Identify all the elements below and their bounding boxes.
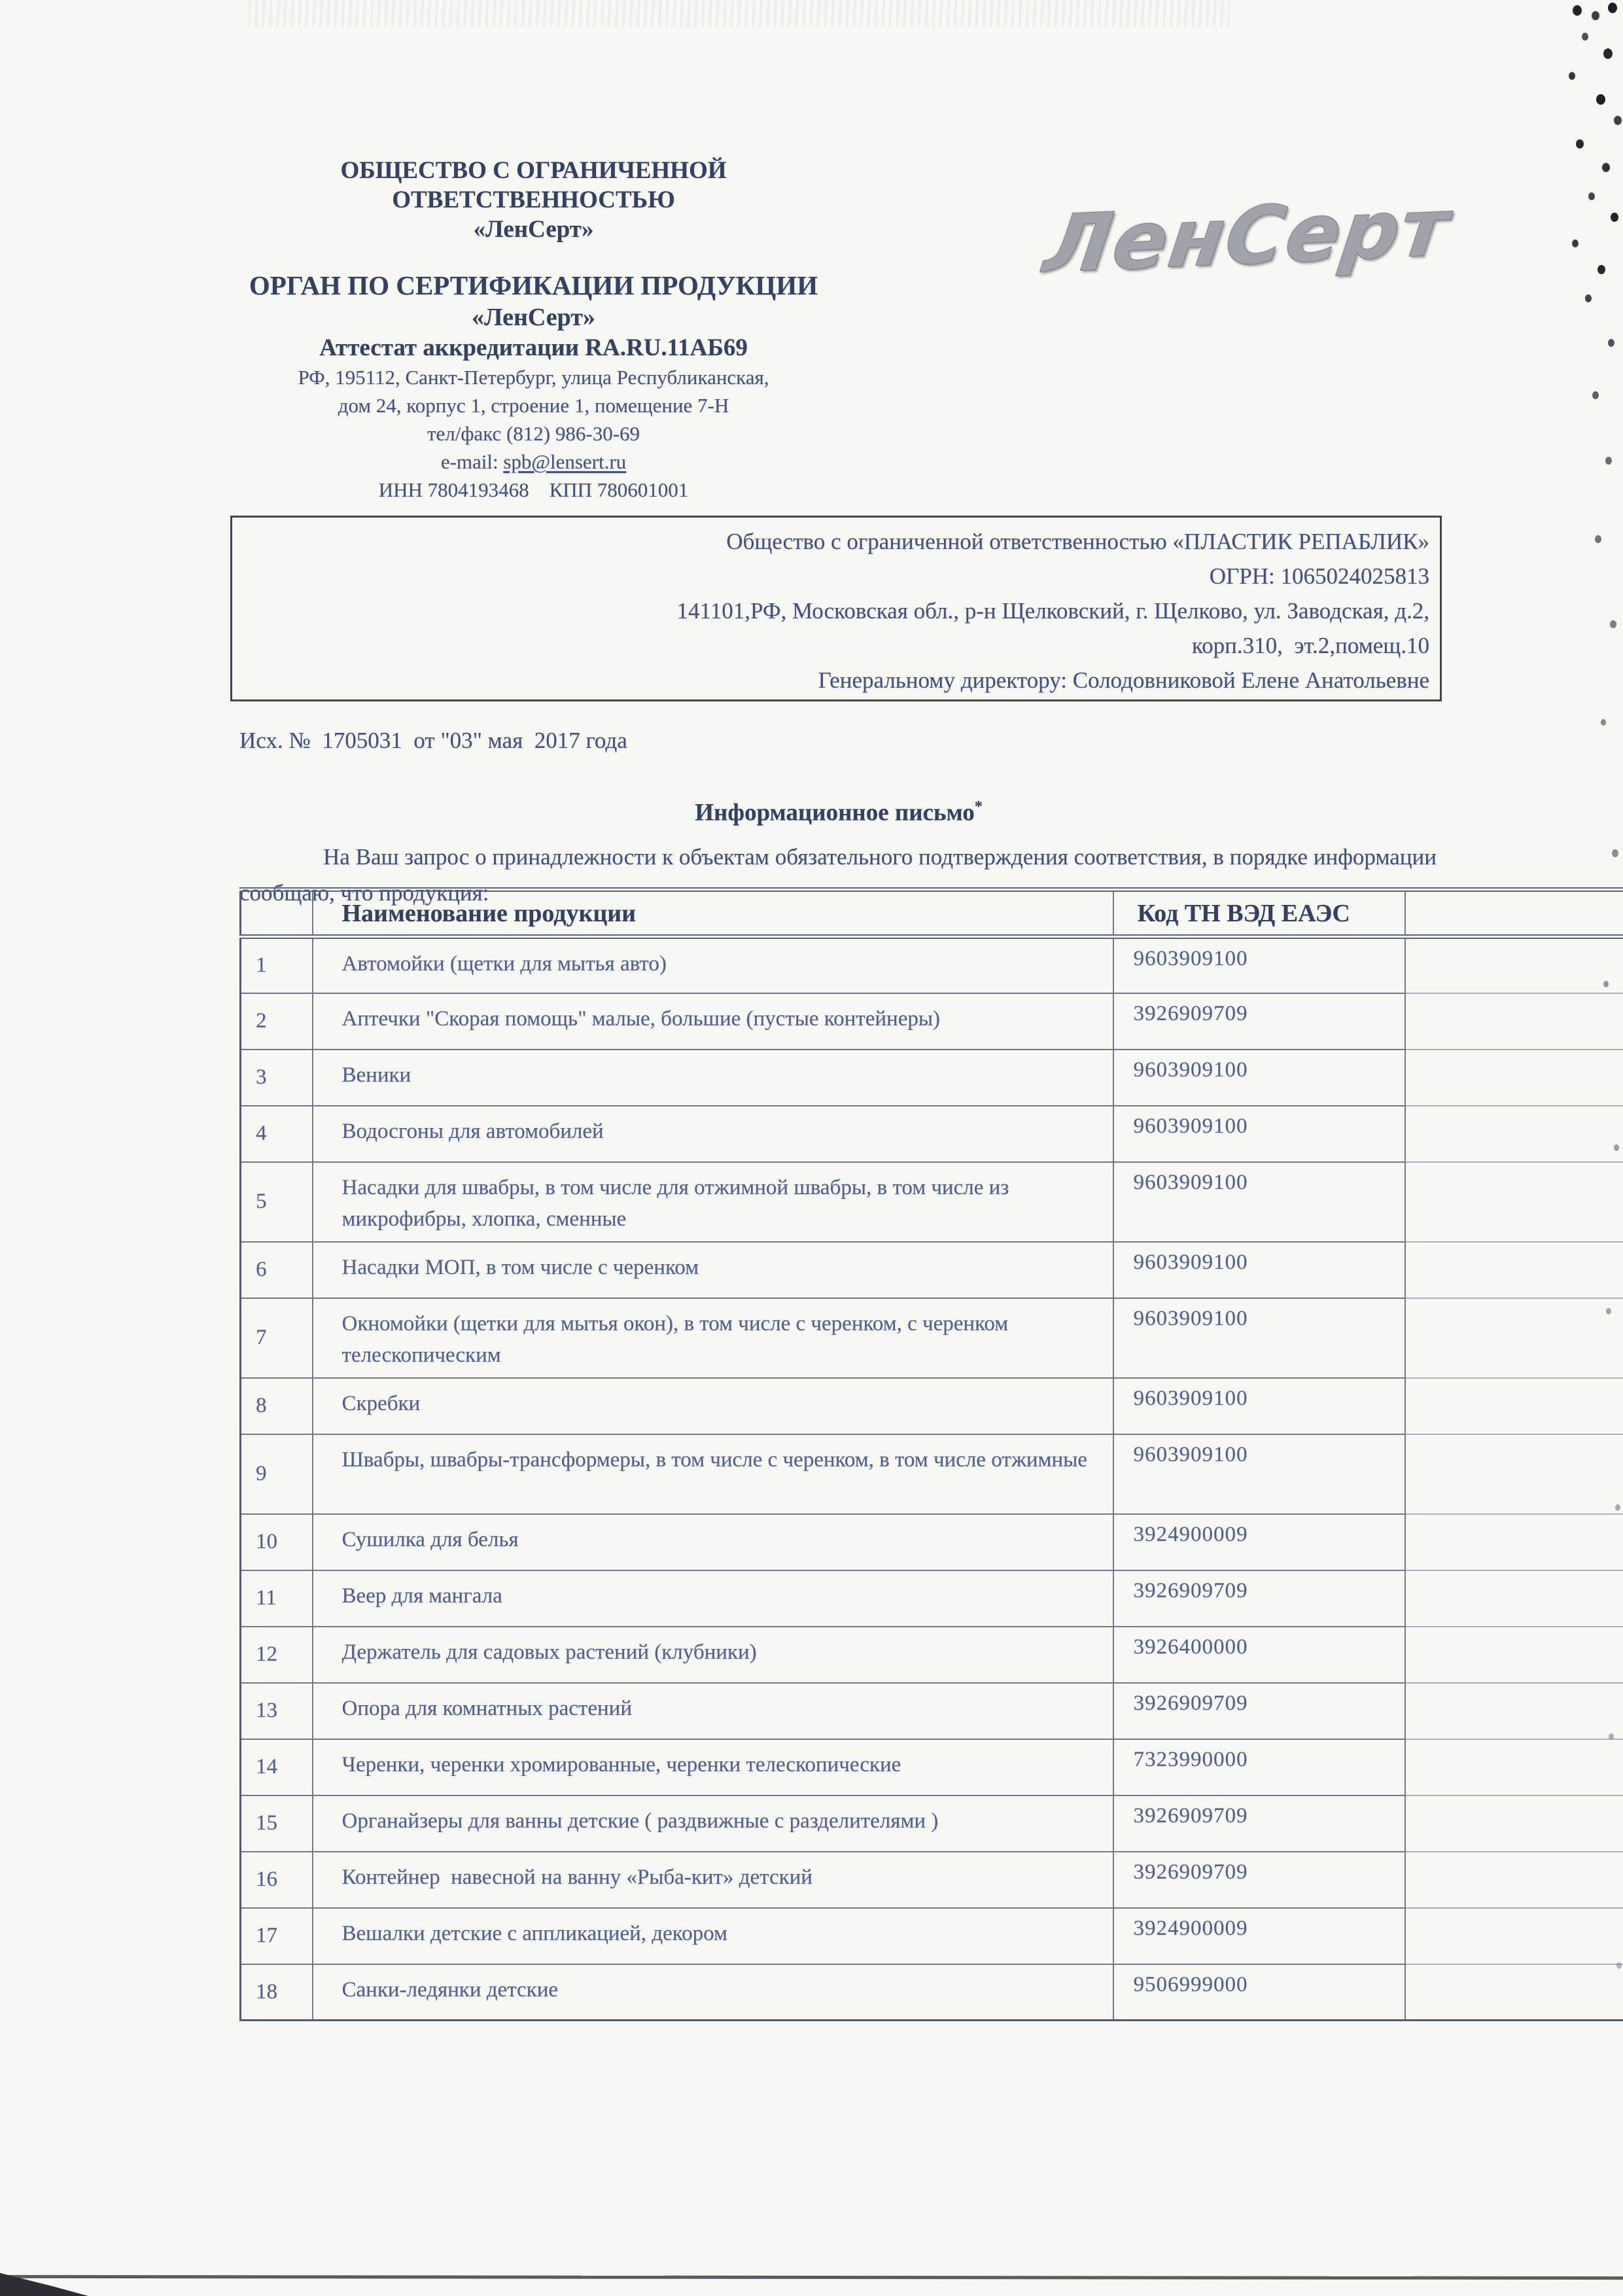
table-row: [241, 1964, 1623, 2021]
scan-line-extension: [1405, 1378, 1623, 1434]
row-code: 3926909709: [1113, 1683, 1405, 1739]
header-num-cell: [241, 890, 313, 937]
row-code: 9603909100: [1113, 1050, 1405, 1106]
scan-line-extension: [1405, 1298, 1623, 1378]
scan-line-extension: [1405, 1852, 1623, 1908]
row-code: 3924900009: [1113, 1514, 1405, 1570]
recipient-company: Общество с ограниченной ответственностью «ПЛАСТИК РЕПАБЛИК»: [726, 529, 1429, 554]
table-row: [241, 1627, 1623, 1683]
row-num: 7: [241, 1298, 313, 1378]
row-name: Черенки, черенки хромированные, черенки телескопические: [313, 1739, 1113, 1795]
letter-title-text: Информационное письмо: [695, 799, 975, 826]
scan-line-extension: [1405, 1570, 1623, 1627]
scan-line-extension: [1405, 1514, 1623, 1570]
table-row: [241, 1852, 1623, 1908]
table-row: [241, 1050, 1623, 1106]
row-num: 17: [241, 1908, 313, 1964]
table-row: [241, 1908, 1623, 1964]
org-name-quoted: «ЛенСерт»: [473, 216, 594, 243]
scan-line-extension: [1405, 1683, 1623, 1739]
row-num: 18: [241, 1964, 313, 2021]
row-name: Опора для комнатных растений: [313, 1683, 1113, 1739]
letterhead-block: [234, 156, 833, 504]
row-num: 1: [241, 937, 313, 993]
row-num: 15: [241, 1795, 313, 1852]
row-num: 3: [241, 1050, 313, 1106]
scan-line-extension: [1405, 1964, 1623, 2021]
header-name-cell: Наименование продукции: [313, 890, 1113, 937]
header-code-cell: Код ТН ВЭД ЕАЭС: [1113, 890, 1405, 937]
row-code: 9603909100: [1113, 1162, 1405, 1242]
scan-line-extension: [1405, 1434, 1623, 1514]
recipient-address-2: корп.310, эт.2,помещ.10: [1191, 633, 1429, 658]
row-num: 6: [241, 1242, 313, 1298]
row-name: Держатель для садовых растений (клубники): [313, 1627, 1113, 1683]
scan-line-extension: [1405, 890, 1623, 937]
table-row: [241, 1570, 1623, 1627]
scan-line-extension: [1405, 1739, 1623, 1795]
row-name: Швабры, швабры-трансформеры, в том числе с черенком, в том числе отжимные: [313, 1434, 1113, 1514]
row-code: 9603909100: [1113, 1106, 1405, 1162]
org-email-line: [234, 448, 833, 476]
recipient-box: [230, 516, 1442, 701]
table-row: [241, 1378, 1623, 1434]
scan-line-extension: [1405, 1050, 1623, 1106]
row-name: Автомойки (щетки для мытья авто): [313, 937, 1113, 993]
row-name: Санки-ледянки детские: [313, 1964, 1113, 2021]
row-num: 5: [241, 1162, 313, 1242]
recipient-ogrn: ОГРН: 1065024025813: [1209, 563, 1429, 589]
row-name: Контейнер навесной на ванну «Рыба-кит» детский: [313, 1852, 1113, 1908]
letter-title-footnote-mark: *: [974, 798, 983, 815]
row-name: Веер для мангала: [313, 1570, 1113, 1627]
lensert-logo: ЛенСерт: [1039, 181, 1456, 292]
org-name-line-2: ОТВЕТСТВЕННОСТЬЮ: [392, 186, 675, 213]
table-row: [241, 1434, 1623, 1514]
row-name: Веники: [313, 1050, 1113, 1106]
scan-line-extension: [1405, 1162, 1623, 1242]
scan-line-extension: [1405, 1242, 1623, 1298]
table-row: [241, 1739, 1623, 1795]
row-num: 4: [241, 1106, 313, 1162]
table-row: [241, 937, 1623, 993]
scan-line-extension: [1405, 937, 1623, 993]
row-code: 9506999000: [1113, 1964, 1405, 2021]
scan-line-extension: [1405, 993, 1623, 1050]
org-address-line-2: дом 24, корпус 1, строение 1, помещение 7-Н: [338, 394, 729, 417]
row-num: 9: [241, 1434, 313, 1514]
scan-artifact-bottom-line: [0, 2275, 1623, 2280]
row-num: 12: [241, 1627, 313, 1683]
org-address-line-1: РФ, 195112, Санкт-Петербург, улица Республиканская,: [298, 366, 769, 389]
scan-line-extension: [1405, 1795, 1623, 1852]
row-code: 7323990000: [1113, 1739, 1405, 1795]
row-code: 3926909709: [1113, 1795, 1405, 1852]
row-num: 10: [241, 1514, 313, 1570]
row-name: Сушилка для белья: [313, 1514, 1113, 1570]
row-code: 9603909100: [1113, 937, 1405, 993]
intro-paragraph: На Ваш запрос о принадлежности к объектам обязательного подтверждения соответствия, в порядке информации сообщаю, что продукция:: [239, 844, 1437, 906]
scan-artifact-edge-specks: [0, 0, 4, 5]
scan-line-extension: [1405, 1106, 1623, 1162]
row-num: 2: [241, 993, 313, 1050]
row-name: Скребки: [313, 1378, 1113, 1434]
recipient-address-1: 141101,РФ, Московская обл., р-н Щелковский, г. Щелково, ул. Заводская, д.2,: [676, 598, 1429, 624]
table-row: [241, 1298, 1623, 1378]
table-row: [241, 1683, 1623, 1739]
row-code: 3924900009: [1113, 1908, 1405, 1964]
row-code: 9603909100: [1113, 1298, 1405, 1378]
row-code: 9603909100: [1113, 1378, 1405, 1434]
row-num: 8: [241, 1378, 313, 1434]
row-code: 3926400000: [1113, 1627, 1405, 1683]
table-row: [241, 1242, 1623, 1298]
table-row: [241, 1795, 1623, 1852]
email-address: spb@lensert.ru: [503, 450, 627, 473]
row-code: 3926909709: [1113, 1570, 1405, 1627]
row-num: 11: [241, 1570, 313, 1627]
recipient-director: Генеральному директору: Солодовниковой Елене Анатольевне: [818, 667, 1429, 693]
table-row: [241, 1514, 1623, 1570]
row-code: 9603909100: [1113, 1434, 1405, 1514]
scan-line-extension: [1405, 1908, 1623, 1964]
cert-body-name: «ЛенСерт»: [472, 304, 595, 331]
org-name-line-1: ОБЩЕСТВО С ОГРАНИЧЕННОЙ: [340, 157, 727, 184]
outgoing-ref-line: Исх. № 1705031 от "03" мая 2017 года: [239, 728, 627, 753]
row-num: 13: [241, 1683, 313, 1739]
row-code: 3926909709: [1113, 993, 1405, 1050]
cert-body-title: ОРГАН ПО СЕРТИФИКАЦИИ ПРОДУКЦИИ: [249, 270, 818, 300]
org-phone: тел/факс (812) 986-30-69: [427, 422, 640, 445]
table-header-row: [241, 890, 1623, 937]
row-name: Насадки для швабры, в том числе для отжимной швабры, в том числе из микрофибры, хлопка, сменные: [313, 1162, 1113, 1242]
letter-title: [239, 798, 1438, 826]
table-row: [241, 993, 1623, 1050]
row-name: Вешалки детские с аппликацией, декором: [313, 1908, 1113, 1964]
row-name: Аптечки "Скорая помощь" малые, большие (пустые контейнеры): [313, 993, 1113, 1050]
row-code: 9603909100: [1113, 1242, 1405, 1298]
row-num: 16: [241, 1852, 313, 1908]
table-row: [241, 1162, 1623, 1242]
row-name: Насадки МОП, в том числе с черенком: [313, 1242, 1113, 1298]
products-table: [239, 887, 1623, 2021]
accreditation-number: Аттестат аккредитации RA.RU.11АБ69: [319, 334, 748, 361]
row-num: 14: [241, 1739, 313, 1795]
scan-noise-top: [249, 0, 1230, 27]
table-row: [241, 1106, 1623, 1162]
row-name: Окномойки (щетки для мытья окон), в том числе с черенком, с черенком телескопическим: [313, 1298, 1113, 1378]
row-name: Органайзеры для ванны детские ( раздвижные с разделителями ): [313, 1795, 1113, 1852]
row-code: 3926909709: [1113, 1852, 1405, 1908]
org-inn-kpp: ИНН 7804193468 КПП 780601001: [378, 478, 689, 501]
row-name: Водосгоны для автомобилей: [313, 1106, 1113, 1162]
email-label: e-mail:: [440, 450, 504, 473]
scan-line-extension: [1405, 1627, 1623, 1683]
